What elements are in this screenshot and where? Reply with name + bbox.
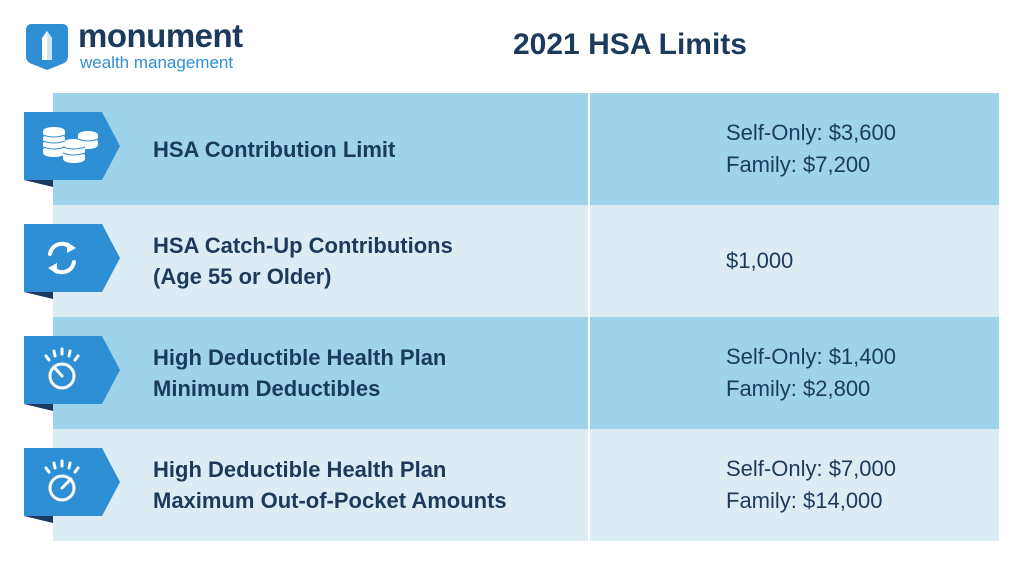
row-badge [24, 336, 120, 411]
row-value-line: Self-Only: $7,000 [726, 456, 896, 481]
row-label [153, 205, 453, 317]
row-badge [24, 448, 120, 523]
row-badge [24, 224, 120, 299]
row-label-line: HSA Contribution Limit [153, 136, 396, 162]
row-value-line: Self-Only: $1,400 [726, 344, 896, 369]
row-value [726, 93, 896, 205]
row-label-line: HSA Catch-Up Contributions [153, 233, 453, 258]
row-label [153, 317, 446, 429]
row-value-line: Family: $2,800 [726, 376, 871, 401]
row-badge [24, 112, 120, 187]
row-label-line: (Age 55 or Older) [153, 264, 332, 289]
row-label [153, 93, 395, 205]
table-row [53, 317, 999, 429]
brand-name: monument [78, 17, 243, 54]
brand-tagline: wealth management [80, 53, 234, 72]
row-value [726, 429, 896, 541]
column-divider [588, 93, 590, 541]
row-value-line: Family: $7,200 [726, 152, 871, 177]
row-label [153, 429, 507, 541]
table-row [53, 205, 999, 317]
row-value-line: $1,000 [726, 248, 794, 273]
row-label-line: Maximum Out-of-Pocket Amounts [153, 488, 507, 513]
brand-logo [24, 17, 284, 76]
limits-table [53, 93, 999, 541]
table-row [53, 429, 999, 541]
row-label-line: High Deductible Health Plan [153, 345, 447, 370]
row-label-line: High Deductible Health Plan [153, 457, 447, 482]
row-value [726, 205, 793, 317]
table-row [53, 93, 999, 205]
row-value-line: Family: $14,000 [726, 488, 883, 513]
monument-logo-icon [24, 22, 70, 70]
row-label-line: Minimum Deductibles [153, 376, 381, 401]
page-title: 2021 HSA Limits [513, 28, 747, 61]
row-value-line: Self-Only: $3,600 [726, 120, 896, 145]
row-value [726, 317, 896, 429]
